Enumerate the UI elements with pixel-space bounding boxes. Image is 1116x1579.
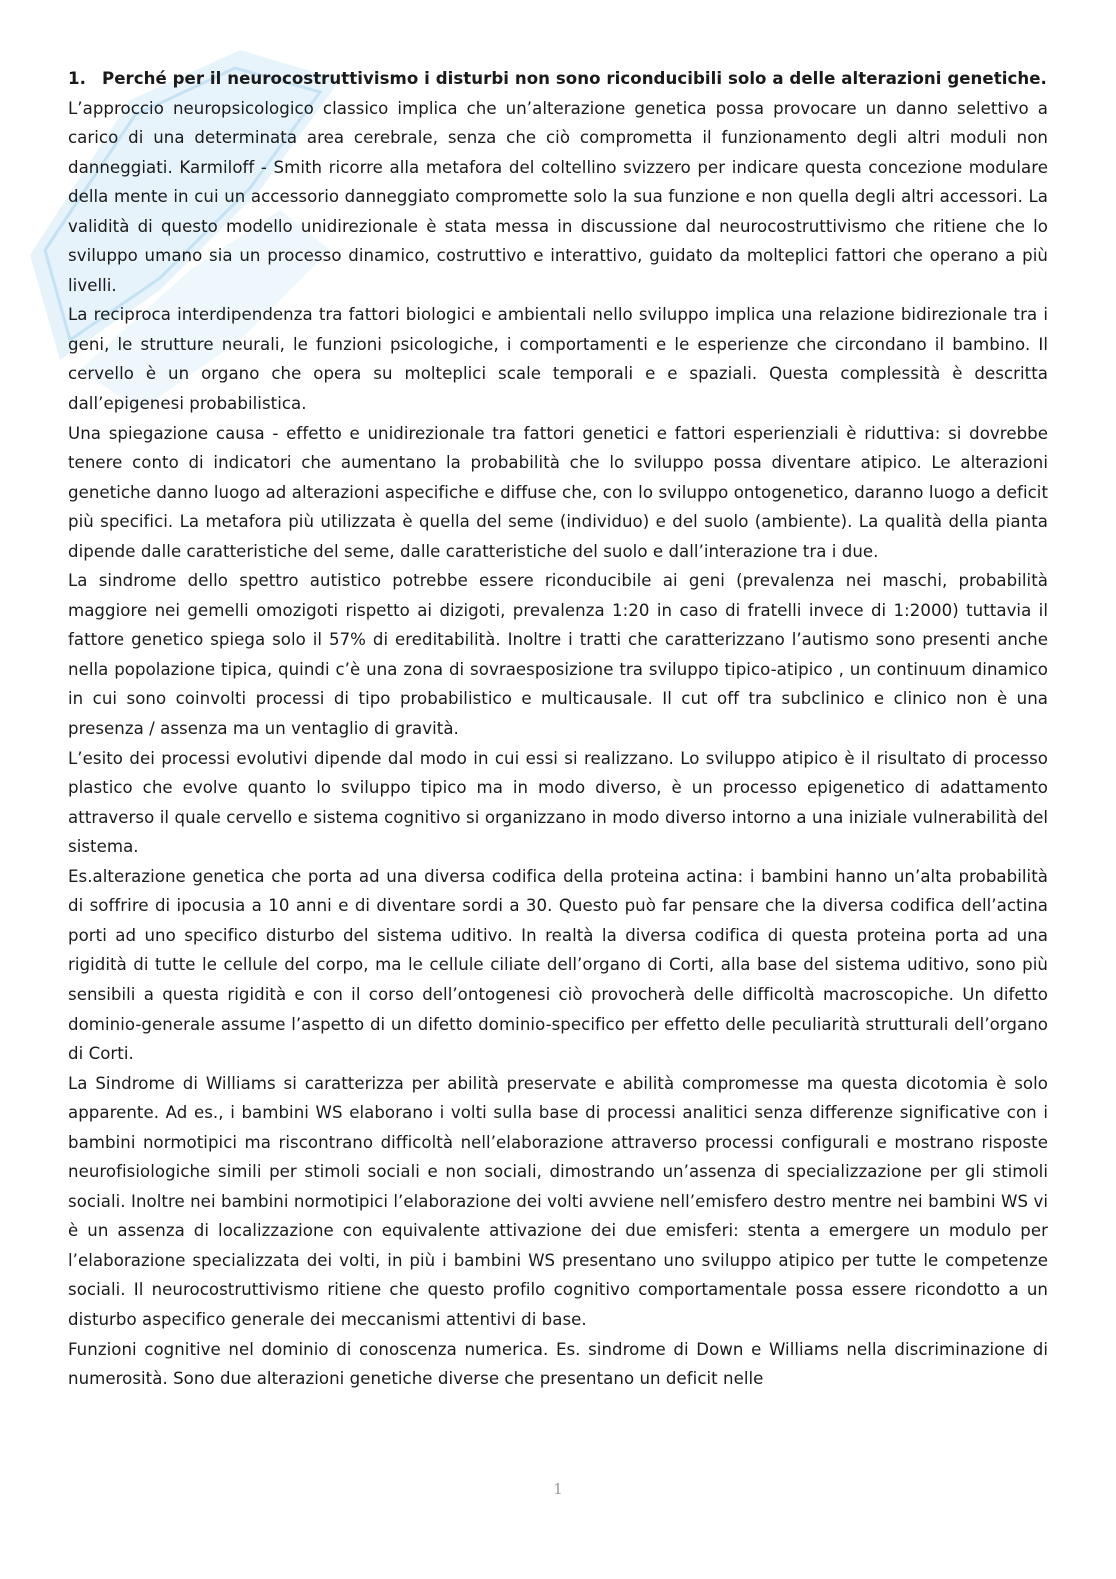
paragraph: L’approccio neuropsicologico classico implica che un’alterazione genetica possa provocare un danno selettivo a carico di una determinata area cerebrale, senza che ciò comprometta il funzionamento degli altri moduli non danneggiati. Karmiloff - Smith ricorre alla metafora del coltellino svizzero per indicare questa concezione modulare della mente in cui un accessorio danneggiato compromette solo la sua funzione e non quella degli altri accessori. La validità di questo modello unidirezionale è stata messa in discussione dal neurocostruttivismo che ritiene che lo sviluppo umano sia un processo dinamico, costruttivo e interattivo, guidato da molteplici fattori che operano a più livelli. [68, 98, 1048, 295]
document-body [68, 64, 1048, 1394]
heading-text: Perché per il neurocostruttivismo i disturbi non sono riconducibili solo a delle alterazioni genetiche. [102, 69, 1047, 88]
paragraph: La sindrome dello spettro autistico potrebbe essere riconducibile ai geni (prevalenza nei maschi, probabilità maggiore nei gemelli omozigoti rispetto ai dizigoti, prevalenza 1:20 in caso di fratelli invece di 1:2000) tuttavia il fattore genetico spiega solo il 57% di ereditabilità. Inoltre i tratti che caratterizzano l’autismo sono presenti anche nella popolazione tipica, quindi c’è una zona di sovraesposizione tra sviluppo tipico-atipico , un continuum dinamico in cui sono coinvolti processi di tipo probabilistico e multicausale. Il cut off tra subclinico e clinico non è una presenza / assenza ma un ventaglio di gravità. [68, 571, 1048, 739]
section-heading [68, 64, 1048, 94]
paragraph: Una spiegazione causa - effetto e unidirezionale tra fattori genetici e fattori esperienziali è riduttiva: si dovrebbe tenere conto di indicatori che aumentano la probabilità che lo sviluppo possa diventare atipico. Le alterazioni genetiche danno luogo ad alterazioni aspecifiche e diffuse che, con lo sviluppo ontogenetico, daranno luogo a deficit più specifici. La metafora più utilizzata è quella del seme (individuo) e del suolo (ambiente). La qualità della pianta dipende dalle caratteristiche del seme, dalle caratteristiche del suolo e dall’interazione tra i due. [68, 423, 1048, 561]
paragraph: Es.alterazione genetica che porta ad una diversa codifica della proteina actina: i bambini hanno un’alta probabilità di soffrire di ipocusia a 10 anni e di diventare sordi a 30. Questo può far pensare che la diversa codifica dell’actina porti ad uno specifico disturbo del sistema uditivo. In realtà la diversa codifica di questa proteina porta ad una rigidità di tutte le cellule del corpo, ma le cellule ciliate dell’organo di Corti, alla base del sistema uditivo, sono più sensibili a questa rigidità e con il corso dell’ontogenesi ciò provocherà delle difficoltà macroscopiche. Un difetto dominio-generale assume l’aspetto di un difetto dominio-specifico per effetto delle peculiarità strutturali dell’organo di Corti. [68, 866, 1048, 1064]
paragraph: Funzioni cognitive nel dominio di conoscenza numerica. Es. sindrome di Down e Williams nella discriminazione di numerosità. Sono due alterazioni genetiche diverse che presentano un deficit nelle [68, 1339, 1048, 1389]
heading-number: 1. [68, 69, 86, 88]
paragraph: La reciproca interdipendenza tra fattori biologici e ambientali nello sviluppo implica una relazione bidirezionale tra i geni, le strutture neurali, le funzioni psicologiche, i comportamenti e le esperienze che circondano il bambino. Il cervello è un organo che opera su molteplici scale temporali e e spaziali. Questa complessità è descritta dall’epigenesi probabilistica. [68, 305, 1048, 414]
page-number: 1 [553, 1480, 563, 1498]
paragraph: La Sindrome di Williams si caratterizza per abilità preservate e abilità compromesse ma questa dicotomia è solo apparente. Ad es., i bambini WS elaborano i volti sulla base di processi analitici senza differenze significative con i bambini normotipici ma riscontrano difficoltà nell’elaborazione attraverso processi configurali e mostrano risposte neurofisiologiche simili per stimoli sociali e non sociali, dimostrando un’assenza di specializzazione per gli stimoli sociali. Inoltre nei bambini normotipici l’elaborazione dei volti avviene nell’emisfero destro mentre nei bambini WS vi è un assenza di localizzazione con equivalente attivazione dei due emisferi: stenta a emergere un modulo per l’elaborazione specializzata dei volti, in più i bambini WS presentano uno sviluppo atipico per tutte le competenze sociali. Il neurocostruttivismo ritiene che questo profilo cognitivo comportamentale possa essere ricondotto a un disturbo aspecifico generale dei meccanismi attentivi di base. [68, 1073, 1048, 1329]
paragraph: L’esito dei processi evolutivi dipende dal modo in cui essi si realizzano. Lo sviluppo atipico è il risultato di processo plastico che evolve quanto lo sviluppo tipico ma in modo diverso, è un processo epigenetico di adattamento attraverso il quale cervello e sistema cognitivo si organizzano in modo diverso intorno a una iniziale vulnerabilità del sistema. [68, 748, 1048, 857]
